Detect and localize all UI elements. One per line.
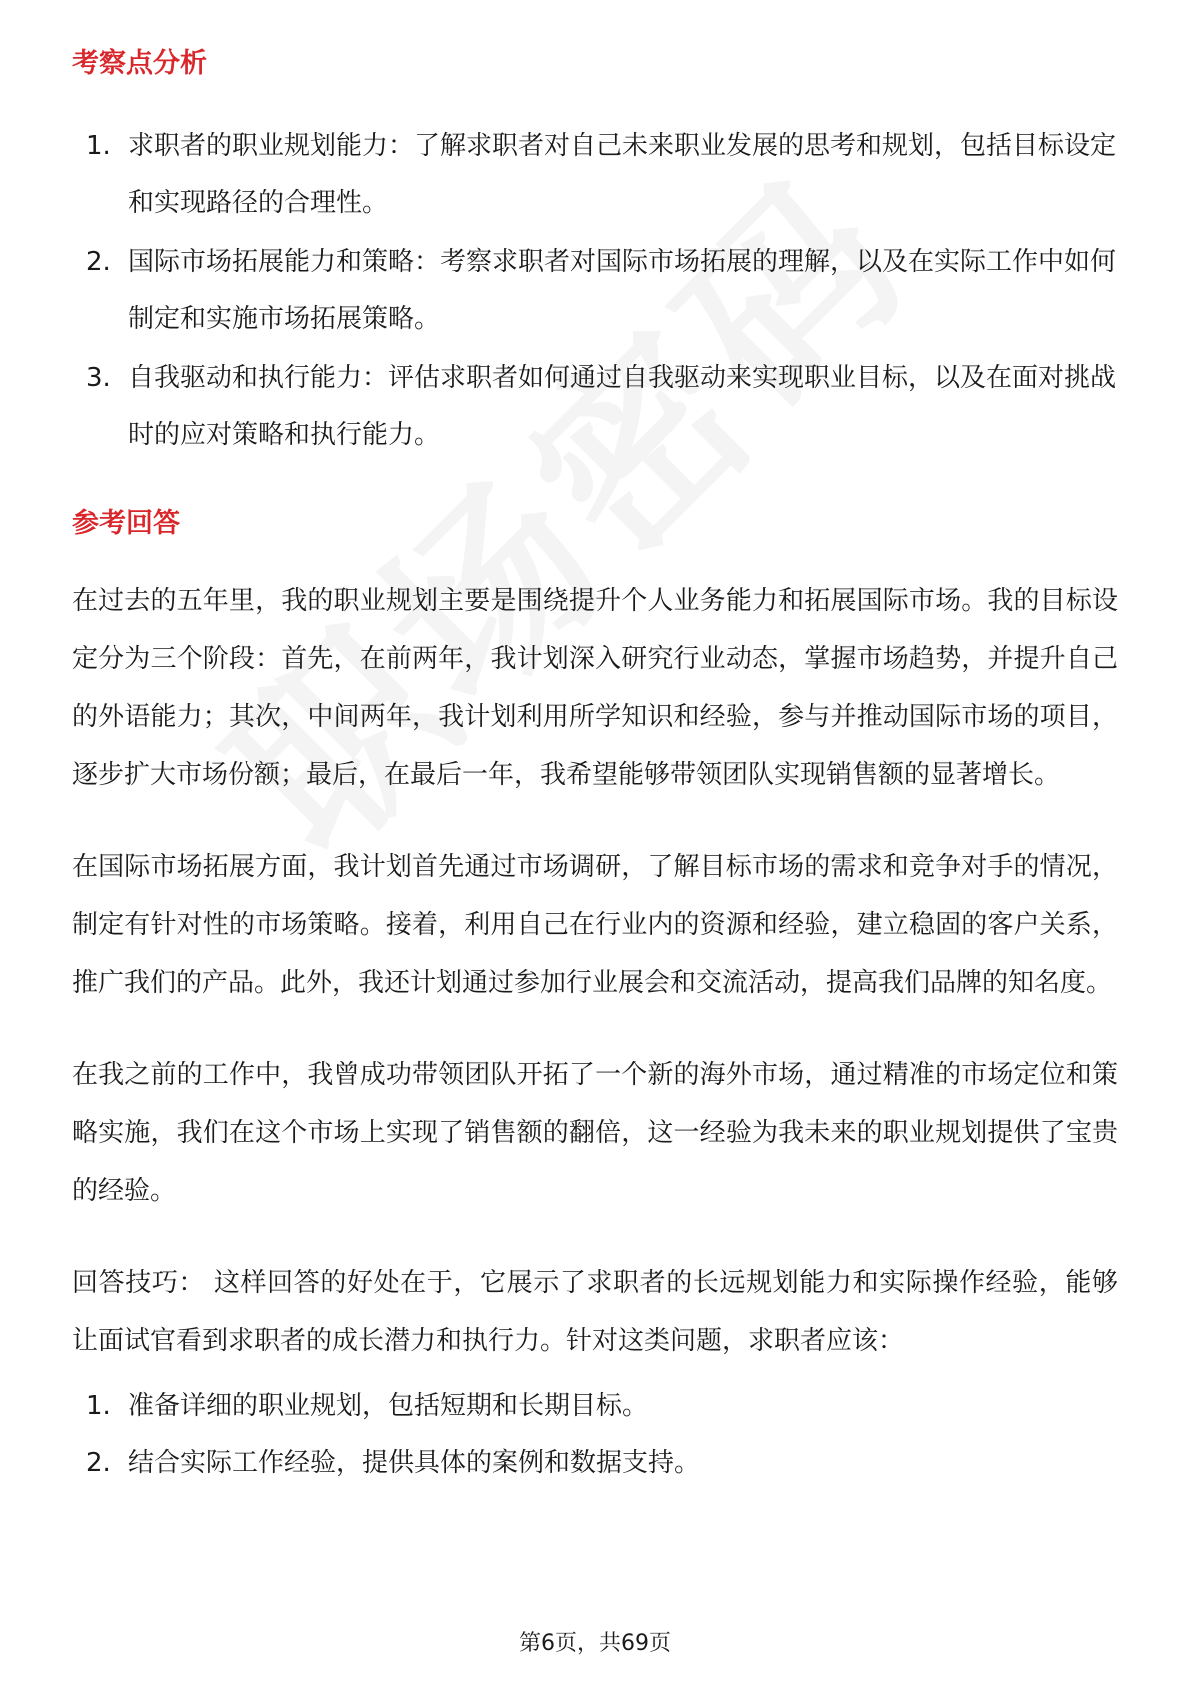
list-number: 2.: [86, 247, 111, 277]
list-item: [72, 234, 1118, 348]
tips-list: [72, 1378, 1118, 1492]
page-footer: 第6页，共69页: [519, 1631, 671, 1656]
list-item: [72, 118, 1118, 232]
list-number: 3.: [86, 363, 111, 393]
list-item-text: 准备详细的职业规划，包括短期和长期目标。: [128, 1391, 649, 1421]
answer-paragraph: 在过去的五年里，我的职业规划主要是围绕提升个人业务能力和拓展国际市场。我的目标设定分为三个阶段：首先，在前两年，我计划深入研究行业动态，掌握市场趋势，并提升自己的外语能力；其次，中间两年，我计划利用所学知识和经验，参与并推动国际市场的项目，逐步扩大市场份额；最后，在最后一年，我希望能够带领团队实现销售额的显著增长。: [72, 586, 1118, 790]
section-heading-answer: 参考回答: [72, 508, 180, 539]
list-item-text: 国际市场拓展能力和策略：考察求职者对国际市场拓展的理解，以及在实际工作中如何制定和实施市场拓展策略。: [128, 247, 1117, 334]
list-number: 2.: [86, 1448, 111, 1478]
list-item-text: 自我驱动和执行能力：评估求职者如何通过自我驱动来实现职业目标，以及在面对挑战时的应对策略和执行能力。: [128, 363, 1117, 450]
list-item-text: 求职者的职业规划能力：了解求职者对自己未来职业发展的思考和规划，包括目标设定和实现路径的合理性。: [128, 131, 1117, 218]
document-page: [72, 44, 1118, 1492]
analysis-list: [72, 118, 1118, 464]
answer-paragraph: 在国际市场拓展方面，我计划首先通过市场调研，了解目标市场的需求和竞争对手的情况，制定有针对性的市场策略。接着，利用自己在行业内的资源和经验，建立稳固的客户关系，推广我们的产品。此外，我还计划通过参加行业展会和交流活动，提高我们品牌的知名度。: [72, 852, 1118, 998]
answer-paragraph: 在我之前的工作中，我曾成功带领团队开拓了一个新的海外市场，通过精准的市场定位和策略实施，我们在这个市场上实现了销售额的翻倍，这一经验为我未来的职业规划提供了宝贵的经验。: [72, 1060, 1118, 1206]
list-item-text: 结合实际工作经验，提供具体的案例和数据支持。: [128, 1448, 701, 1478]
list-item: [72, 1378, 1118, 1435]
list-item: [72, 350, 1118, 464]
list-item: [72, 1435, 1118, 1492]
list-number: 1.: [86, 1391, 111, 1421]
list-number: 1.: [86, 131, 111, 161]
answer-tips-paragraph: 回答技巧： 这样回答的好处在于，它展示了求职者的长远规划能力和实际操作经验，能够让面试官看到求职者的成长潜力和执行力。针对这类问题，求职者应该：: [72, 1268, 1118, 1356]
section-heading-analysis: 考察点分析: [72, 48, 207, 79]
